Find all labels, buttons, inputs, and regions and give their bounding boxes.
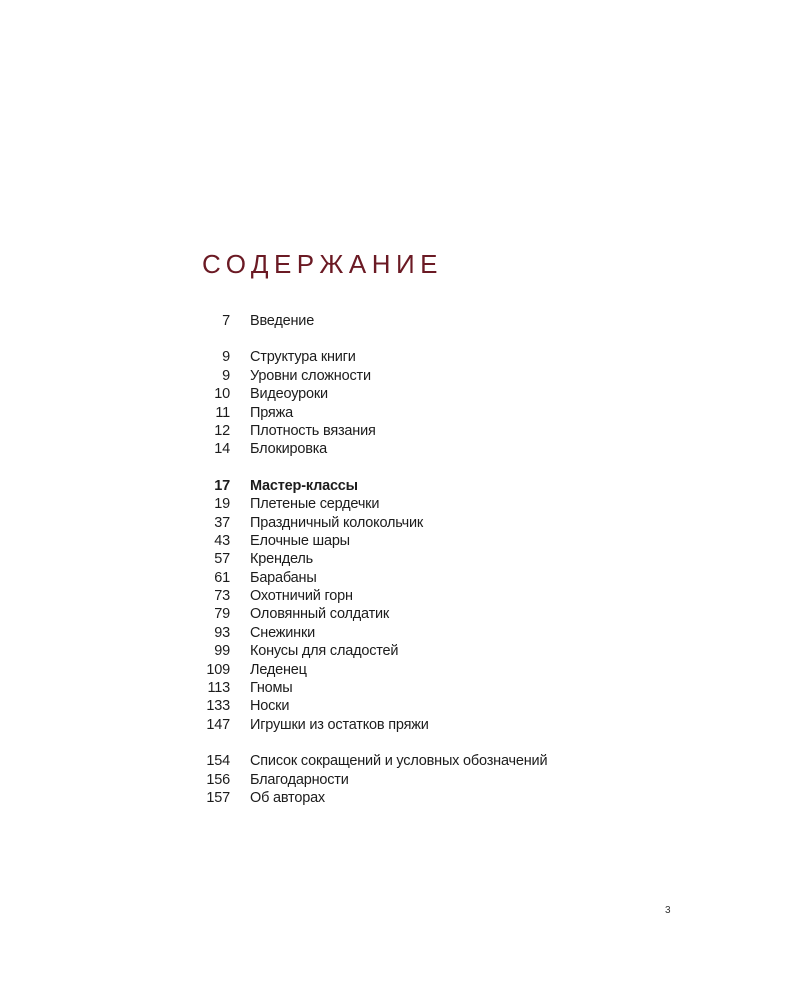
toc-entry-label: Об авторах bbox=[250, 789, 325, 806]
toc-page-number: 61 bbox=[214, 569, 230, 586]
toc-entry-label: Оловянный солдатик bbox=[250, 606, 390, 623]
toc-entry bbox=[190, 605, 630, 623]
toc-entry-label: Охотничий горн bbox=[250, 588, 353, 605]
toc-entry bbox=[190, 697, 630, 715]
toc-entry bbox=[190, 495, 630, 513]
toc-page-number: 154 bbox=[206, 753, 230, 770]
toc-entry bbox=[190, 752, 630, 770]
toc-page-number: 14 bbox=[214, 441, 230, 458]
toc-entry-label: Мастер-классы bbox=[250, 477, 358, 494]
toc-entry bbox=[190, 587, 630, 605]
toc-page-number: 57 bbox=[214, 551, 230, 568]
toc-entry-label: Благодарности bbox=[250, 771, 349, 788]
toc-page-number: 43 bbox=[214, 532, 230, 549]
toc-entry bbox=[190, 569, 630, 587]
toc-entry bbox=[190, 679, 630, 697]
toc-page-number: 157 bbox=[206, 789, 230, 806]
toc-entry-label: Плотность вязания bbox=[250, 422, 376, 439]
toc-entry bbox=[190, 404, 630, 422]
toc-page-number: 17 bbox=[214, 477, 230, 494]
toc-entry bbox=[190, 312, 630, 330]
toc-page-number: 12 bbox=[214, 422, 230, 439]
toc-page-number: 9 bbox=[222, 349, 230, 366]
toc-entry bbox=[190, 532, 630, 550]
page-title: СОДЕРЖАНИЕ bbox=[202, 249, 444, 279]
toc-page-number: 99 bbox=[214, 643, 230, 660]
toc-page-number: 133 bbox=[206, 698, 230, 715]
toc-entry-label: Уровни сложности bbox=[250, 367, 371, 384]
toc-entry-label: Плетеные сердечки bbox=[250, 496, 380, 513]
toc-page-number: 79 bbox=[214, 606, 230, 623]
toc-entry-label: Пряжа bbox=[250, 404, 293, 421]
toc-entry-label: Праздничный колокольчик bbox=[250, 514, 424, 531]
toc-entry bbox=[190, 642, 630, 660]
toc-entry-label: Конусы для сладостей bbox=[250, 643, 399, 660]
toc-group bbox=[190, 752, 630, 807]
toc-entry-label: Структура книги bbox=[250, 349, 356, 366]
toc-page-number: 19 bbox=[214, 496, 230, 513]
toc-entry bbox=[190, 440, 630, 458]
toc-page-number: 93 bbox=[214, 624, 230, 641]
toc-entry-label: Список сокращений и условных обозначений bbox=[250, 753, 548, 770]
table-of-contents bbox=[190, 312, 630, 825]
toc-page-number: 109 bbox=[206, 661, 230, 678]
toc-page-number: 10 bbox=[214, 386, 230, 403]
toc-entry bbox=[190, 514, 630, 532]
toc-page-number: 113 bbox=[207, 680, 230, 697]
page-number: 3 bbox=[665, 905, 671, 916]
toc-entry bbox=[190, 422, 630, 440]
toc-page-number: 156 bbox=[206, 771, 230, 788]
toc-page-number: 147 bbox=[206, 716, 230, 733]
toc-entry bbox=[190, 789, 630, 807]
toc-entry bbox=[190, 771, 630, 789]
toc-page-number: 7 bbox=[222, 313, 230, 329]
toc-entry bbox=[190, 550, 630, 568]
toc-entry bbox=[190, 348, 630, 366]
toc-entry-label: Барабаны bbox=[250, 569, 317, 586]
toc-entry bbox=[190, 661, 630, 679]
toc-group bbox=[190, 312, 630, 330]
toc-entry-label: Гномы bbox=[250, 680, 293, 697]
toc-entry-label: Елочные шары bbox=[250, 532, 350, 549]
toc-page-number: 11 bbox=[215, 404, 230, 421]
toc-page-number: 73 bbox=[214, 588, 230, 605]
toc-entry bbox=[190, 385, 630, 403]
toc-section-heading bbox=[190, 477, 630, 495]
toc-page-number: 37 bbox=[214, 514, 230, 531]
toc-group bbox=[190, 477, 630, 734]
toc-entry-label: Носки bbox=[250, 698, 290, 715]
toc-entry bbox=[190, 367, 630, 385]
toc-group bbox=[190, 348, 630, 458]
toc-entry-label: Игрушки из остатков пряжи bbox=[250, 716, 429, 733]
toc-entry-label: Снежинки bbox=[250, 624, 316, 641]
toc-entry bbox=[190, 624, 630, 642]
toc-entry-label: Крендель bbox=[250, 551, 314, 568]
toc-entry bbox=[190, 716, 630, 734]
toc-entry-label: Леденец bbox=[250, 661, 307, 678]
toc-page-number: 9 bbox=[222, 367, 230, 384]
toc-entry-label: Блокировка bbox=[250, 441, 328, 458]
toc-entry-label: Введение bbox=[250, 313, 315, 329]
toc-entry-label: Видеоуроки bbox=[250, 386, 328, 403]
